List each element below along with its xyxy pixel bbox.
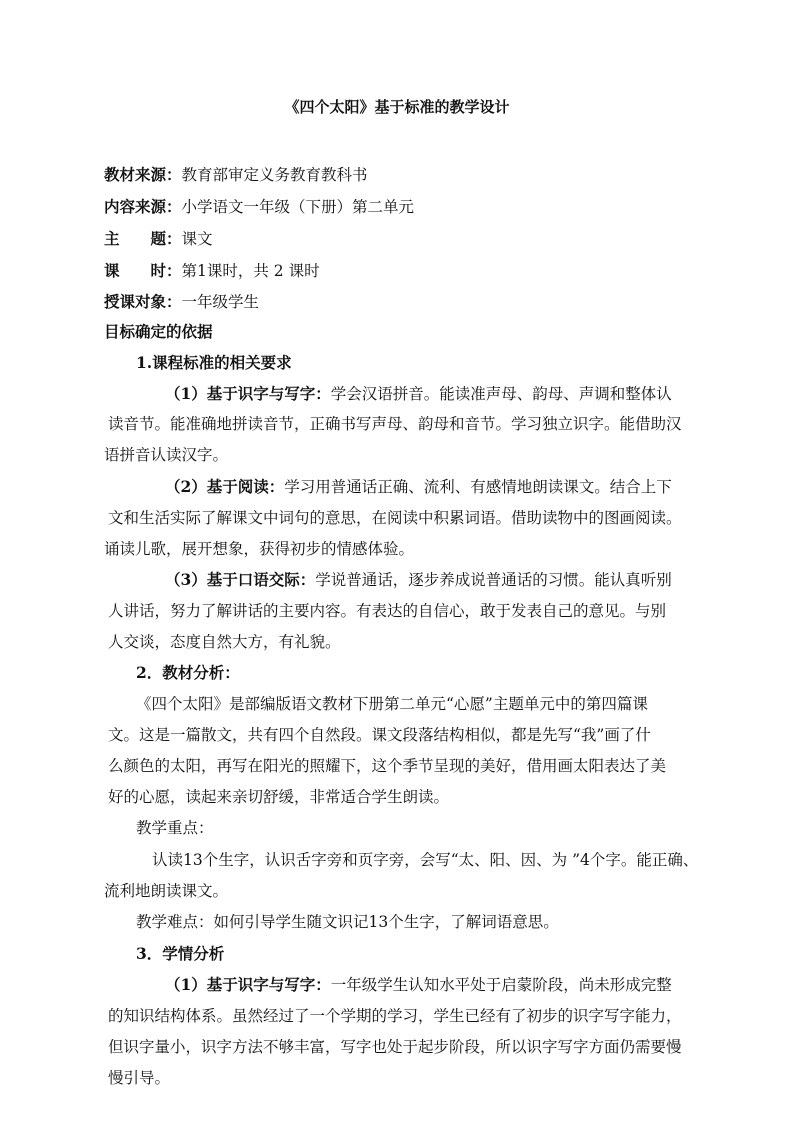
meta-period <box>104 261 704 281</box>
meta-topic-label: 主 题： <box>104 229 182 248</box>
s1-p2-text1: 学习用普通话正确、流利、有感情地朗读课文。结合上下 <box>284 478 672 496</box>
s1-p2-line3: 诵读儿歌，展开想象，获得初步的情感体验。 <box>104 540 415 558</box>
s2-line3: 么颜色的太阳，再写在阳光的照耀下，这个季节呈现的美好，借用画太阳表达了美 <box>108 757 667 775</box>
s3-p1-line2: 的知识结构体系。虽然经过了一个学期的学习，学生已经有了初步的识字写字能力， <box>108 1007 682 1025</box>
meta-audience-label: 授课对象： <box>104 292 182 311</box>
s2-line4: 好的心愿，读起来亲切舒缓，非常适合学生朗读。 <box>108 788 450 806</box>
meta-topic-value: 课文 <box>181 230 213 248</box>
s1-p3-line3: 人交谈，态度自然大方，有礼貌。 <box>108 633 341 651</box>
s1-p2-label: （2）基于阅读： <box>165 477 285 496</box>
meta-topic <box>104 229 704 249</box>
section-3-heading: 3．学情分析 <box>136 944 225 963</box>
meta-content <box>104 197 704 217</box>
s1-p1-line3: 语拼音认读汉字。 <box>104 446 229 464</box>
meta-content-value: 小学语文一年级（下册）第二单元 <box>181 198 415 216</box>
s1-p1-line2: 读音节。能准确地拼读音节，正确书写声母、韵母和音节。学习独立识字。能借助汉 <box>108 415 682 433</box>
meta-period-label: 课 时： <box>104 261 182 280</box>
s1-p3-text1: 学说普通话，逐步养成说普通话的习惯。能认真听别 <box>315 571 672 589</box>
s1-p2-line1 <box>165 477 765 497</box>
meta-period-value: 第1课时，共 2 课时 <box>181 262 320 280</box>
teaching-key-label: 教学重点： <box>136 819 214 837</box>
meta-audience-value: 一年级学生 <box>181 293 260 311</box>
s1-p1-line1 <box>165 384 765 404</box>
s3-p1-line3: 但识字量小，识字方法不够丰富，写字也处于起步阶段，所以识字写字方面仍需要慢 <box>108 1038 682 1056</box>
meta-content-label: 内容来源： <box>104 197 182 216</box>
s1-p3-label: （3）基于口语交际： <box>165 570 316 589</box>
teaching-difficulty: 教学难点：如何引导学生随文识记13个生字，了解词语意思。 <box>136 913 559 931</box>
teaching-key-line2: 流利地朗读课文。 <box>104 882 229 900</box>
s2-line2: 文。这是一篇散文，共有四个自然段。课文段落结构相似，都是先写“我”画了什 <box>108 726 651 744</box>
s3-p1-label: （1）基于识字与写字： <box>165 975 331 994</box>
s2-line1: 《四个太阳》是部编版语文教材下册第二单元“心愿”主题单元中的第四篇课 <box>136 695 648 713</box>
meta-source <box>104 165 704 185</box>
s3-p1-line1 <box>165 975 765 995</box>
teaching-key-line1: 认读13个生字，认识舌字旁和页字旁，会写“太、阳、因、为 ”4个字。能正确、 <box>152 851 699 869</box>
basis-heading: 目标确定的依据 <box>104 322 213 341</box>
s3-p1-line4: 慢引导。 <box>108 1069 171 1087</box>
section-1-heading: 1.课程标准的相关要求 <box>136 353 292 372</box>
meta-source-value: 教育部审定义务教育教科书 <box>181 166 368 184</box>
s3-p1-text1: 一年级学生认知水平处于启蒙阶段，尚未形成完整 <box>330 976 672 994</box>
document-title: 《四个太阳》基于标准的教学设计 <box>284 98 510 116</box>
s1-p1-text1: 学会汉语拼音。能读准声母、韵母、声调和整体认 <box>330 385 672 403</box>
s1-p1-label: （1）基于识字与写字： <box>165 384 331 403</box>
meta-source-label: 教材来源： <box>104 165 182 184</box>
s1-p2-line2: 文和生活实际了解课文中词句的意思，在阅读中积累词语。借助读物中的图画阅读。 <box>108 509 682 527</box>
meta-audience <box>104 292 704 312</box>
section-2-heading: 2．教材分析： <box>136 663 240 682</box>
s1-p3-line2: 人讲话，努力了解讲话的主要内容。有表达的自信心，敢于发表自己的意见。与别 <box>108 602 667 620</box>
s1-p3-line1 <box>165 570 765 590</box>
